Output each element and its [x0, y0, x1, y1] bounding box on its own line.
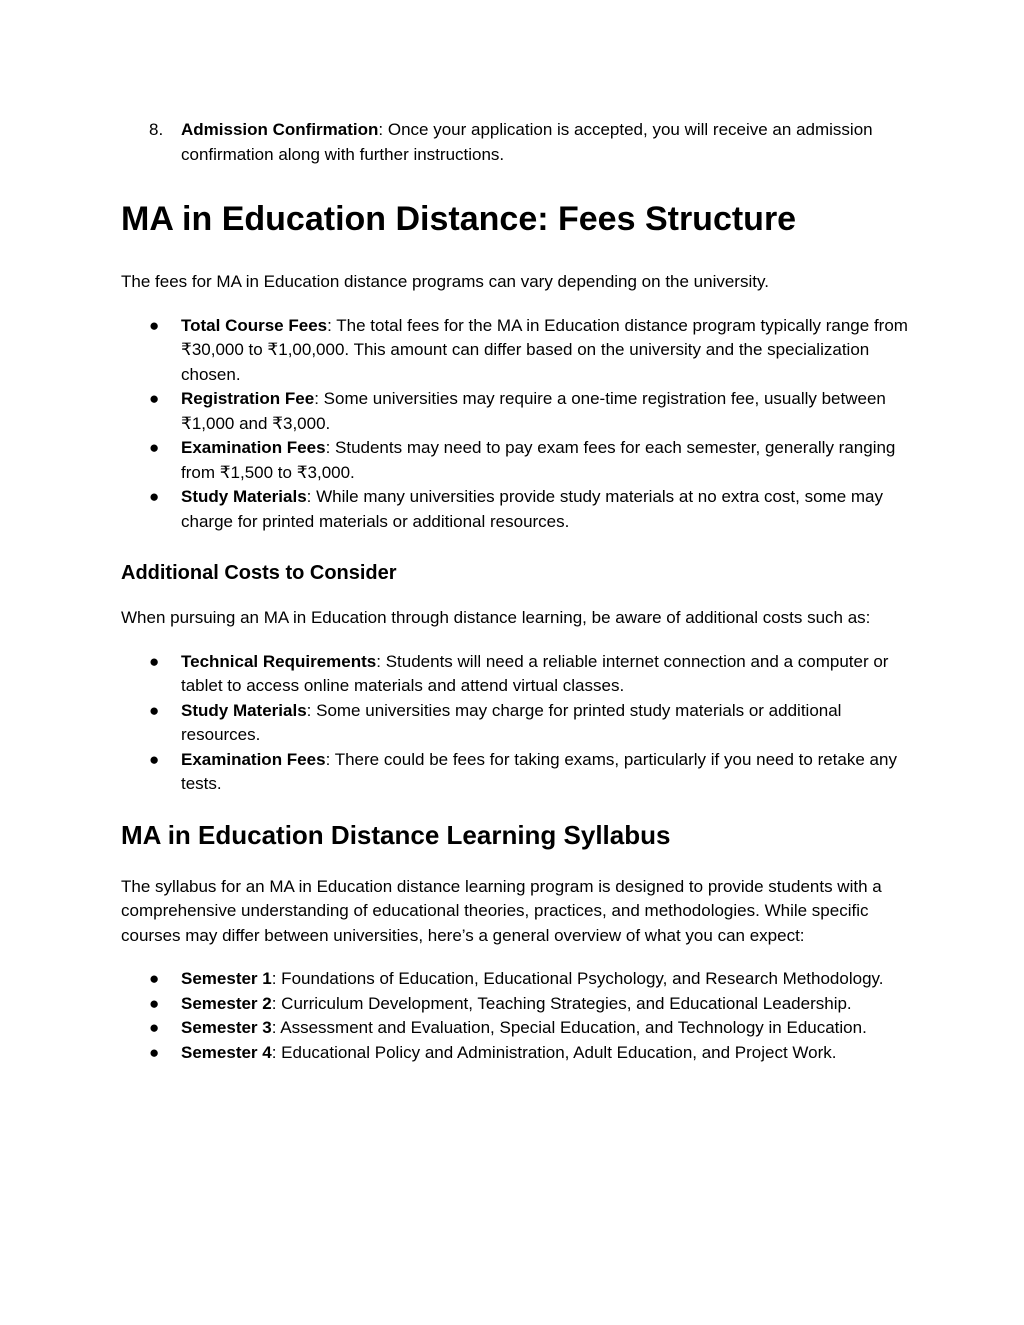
bullet-icon: ●	[149, 969, 160, 988]
list-item	[121, 748, 911, 797]
item-text: : Foundations of Education, Educational Psychology, and Research Methodology.	[271, 969, 884, 988]
item-bold-label: Examination Fees	[181, 438, 326, 457]
bullet-icon: ●	[149, 315, 160, 335]
item-bold-label: Study Materials	[181, 700, 307, 720]
list-item	[121, 699, 911, 748]
list-item	[121, 485, 911, 534]
list-item	[121, 436, 911, 485]
item-bold-label: Technical Requirements	[181, 651, 377, 671]
bullet-icon: ●	[149, 700, 160, 720]
fees-intro: The fees for MA in Education distance programs can vary depending on the university.	[121, 272, 769, 291]
item-bold-label: Total Course Fees	[181, 315, 328, 335]
list-item	[121, 314, 911, 388]
bullet-icon: ●	[149, 438, 160, 457]
item-text: : Some universities may require a one-time registration fee, usually between ₹1,000 and ₹3,000.	[181, 389, 886, 433]
item-text: : Students may need to pay exam fees for each semester, generally ranging from ₹1,500 to ₹3,000.	[181, 438, 896, 482]
list-item	[121, 650, 911, 699]
numbered-list	[121, 118, 911, 167]
item-bold-label: Semester 1	[181, 969, 272, 988]
list-item	[121, 387, 911, 436]
bullet-icon: ●	[149, 749, 160, 769]
item-text: : Curriculum Development, Teaching Strategies, and Educational Leadership.	[271, 993, 852, 1013]
fees-heading: MA in Education Distance: Fees Structure	[121, 200, 797, 238]
item-text: : While many universities provide study materials at no extra cost, some may charge for printed materials or additional resources.	[181, 487, 883, 531]
item-bold-label: Admission Confirmation	[181, 120, 379, 139]
additional-costs-heading: Additional Costs to Consider	[121, 562, 397, 584]
list-item	[121, 992, 911, 1017]
additional-costs-list	[121, 650, 911, 797]
bullet-icon: ●	[149, 487, 160, 506]
item-bold-label: Semester 4	[181, 1042, 272, 1062]
item-text: : Some universities may charge for printed study materials or additional resources.	[181, 700, 842, 744]
item-text: : Educational Policy and Administration, Adult Education, and Project Work.	[271, 1042, 837, 1062]
item-bold-label: Semester 3	[181, 1018, 272, 1037]
bullet-icon: ●	[149, 389, 160, 408]
item-text: : Students will need a reliable internet connection and a computer or tablet to access online materials and attend virtual classes.	[181, 651, 889, 695]
item-text: : Assessment and Evaluation, Special Education, and Technology in Education.	[271, 1018, 867, 1037]
bullet-icon: ●	[149, 993, 160, 1013]
item-text: : Once your application is accepted, you will receive an admission confirmation along with further instructions.	[181, 120, 873, 164]
item-text: : The total fees for the MA in Education distance program typically range from ₹30,000 to ₹1,00,000. This amount can differ based on the university and the specialization chosen.	[181, 315, 908, 384]
list-item	[121, 1041, 911, 1066]
item-bold-label: Examination Fees	[181, 749, 326, 769]
item-bold-label: Semester 2	[181, 993, 272, 1013]
list-item	[121, 118, 911, 167]
fees-list	[121, 314, 911, 535]
list-item	[121, 1016, 911, 1041]
bullet-icon: ●	[149, 1042, 160, 1062]
list-item	[121, 967, 911, 992]
bullet-icon: ●	[149, 651, 160, 671]
item-text: : There could be fees for taking exams, particularly if you need to retake any tests.	[181, 749, 897, 793]
additional-costs-intro: When pursuing an MA in Education through distance learning, be aware of additional costs such as:	[121, 608, 871, 627]
syllabus-heading: MA in Education Distance Learning Syllabus	[121, 819, 671, 850]
list-number: 8.	[149, 120, 164, 139]
item-bold-label: Study Materials	[181, 487, 307, 506]
document-content	[121, 118, 911, 1065]
syllabus-intro: The syllabus for an MA in Education distance learning program is designed to provide students with a comprehensive understanding of educational theories, practices, and methodologies. While specific courses may differ between universities, here’s a general overview of what you can expect:	[121, 876, 882, 945]
bullet-icon: ●	[149, 1018, 160, 1037]
syllabus-list	[121, 967, 911, 1065]
item-bold-label: Registration Fee	[181, 389, 315, 408]
